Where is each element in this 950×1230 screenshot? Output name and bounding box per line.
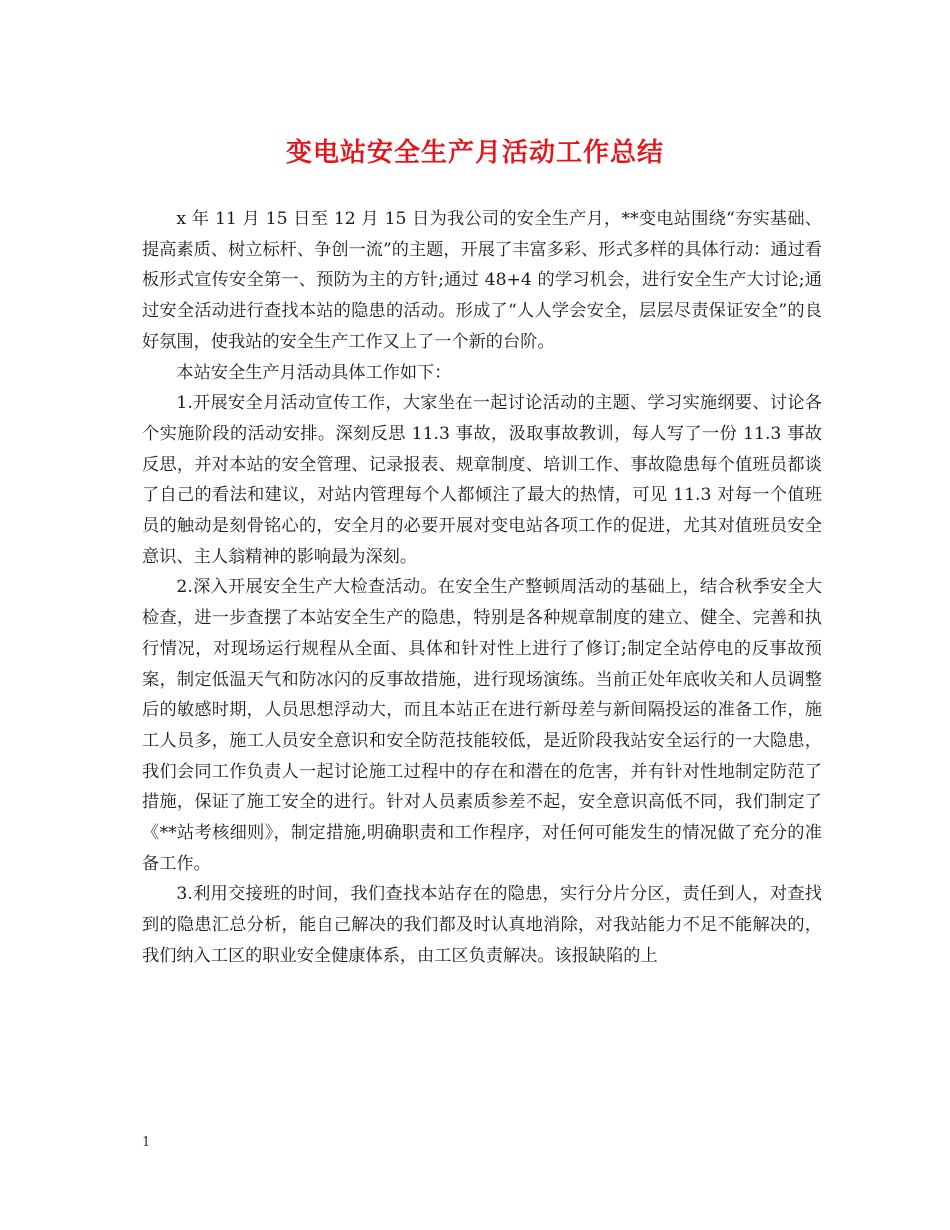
document-body [142, 204, 822, 972]
paragraph-item-3: 3.利用交接班的时间，我们查找本站存在的隐患，实行分片分区，责任到人，对查找到的隐患汇总分析，能自己解决的我们都及时认真地消除，对我站能力不足不能解决的，我们纳入工区的职业安全健康体系，由工区负责解决。该报缺陷的上 [142, 884, 822, 966]
paragraph-intro: x 年 11 月 15 日至 12 月 15 日为我公司的安全生产月，**变电站围绕“夯实基础、提高素质、树立标杆、争创一流”的主题，开展了丰富多彩、形式多样的具体行动：通过看板形式宣传安全第一、预防为主的方针;通过 48+4 的学习机会，进行安全生产大讨论;通过安全活动进行查找本站的隐患的活动。形成了“人人学会安全，层层尽责保证安全”的良好氛围，使我站的安全生产工作又上了一个新的台阶。 [142, 209, 822, 352]
paragraph-list-heading: 本站安全生产月活动具体工作如下： [176, 362, 452, 383]
paragraph-item-2: 2.深入开展安全生产大检查活动。在安全生产整顿周活动的基础上，结合秋季安全大检查，进一步查摆了本站安全生产的隐患，特别是各种规章制度的建立、健全、完善和执行情况，对现场运行规程从全面、具体和针对性上进行了修订;制定全站停电的反事故预案，制定低温天气和防冰闪的反事故措施，进行现场演练。当前正处年底收关和人员调整后的敏感时期，人员思想浮动大，而且本站正在进行新母差与新间隔投运的准备工作，施工人员多，施工人员安全意识和安全防范技能较低，是近阶段我站安全运行的一大隐患，我们会同工作负责人一起讨论施工过程中的存在和潜在的危害，并有针对性地制定防范了措施，保证了施工安全的进行。针对人员素质参差不起，安全意识高低不同，我们制定了《**站考核细则》，制定措施,明确职责和工作程序，对任何可能发生的情况做了充分的准备工作。 [142, 577, 822, 874]
document-title: 变电站安全生产月活动工作总结 [285, 138, 664, 168]
page-number: 1 [142, 1135, 151, 1150]
paragraph-item-1: 1.开展安全月活动宣传工作，大家坐在一起讨论活动的主题、学习实施纲要、讨论各个实施阶段的活动安排。深刻反思 11.3 事故，汲取事故教训，每人写了一份 11.3 事故反思，并对本站的安全管理、记录报表、规章制度、培训工作、事故隐患每个值班员都谈了自己的看法和建议，对站内管理每个人都倾注了最大的热情，可见 11.3 对每一个值班员的触动是刻骨铭心的，安全月的必要开展对变电站各项工作的促进，尤其对值班员安全意识、主人翁精神的影响最为深刻。 [142, 393, 822, 567]
